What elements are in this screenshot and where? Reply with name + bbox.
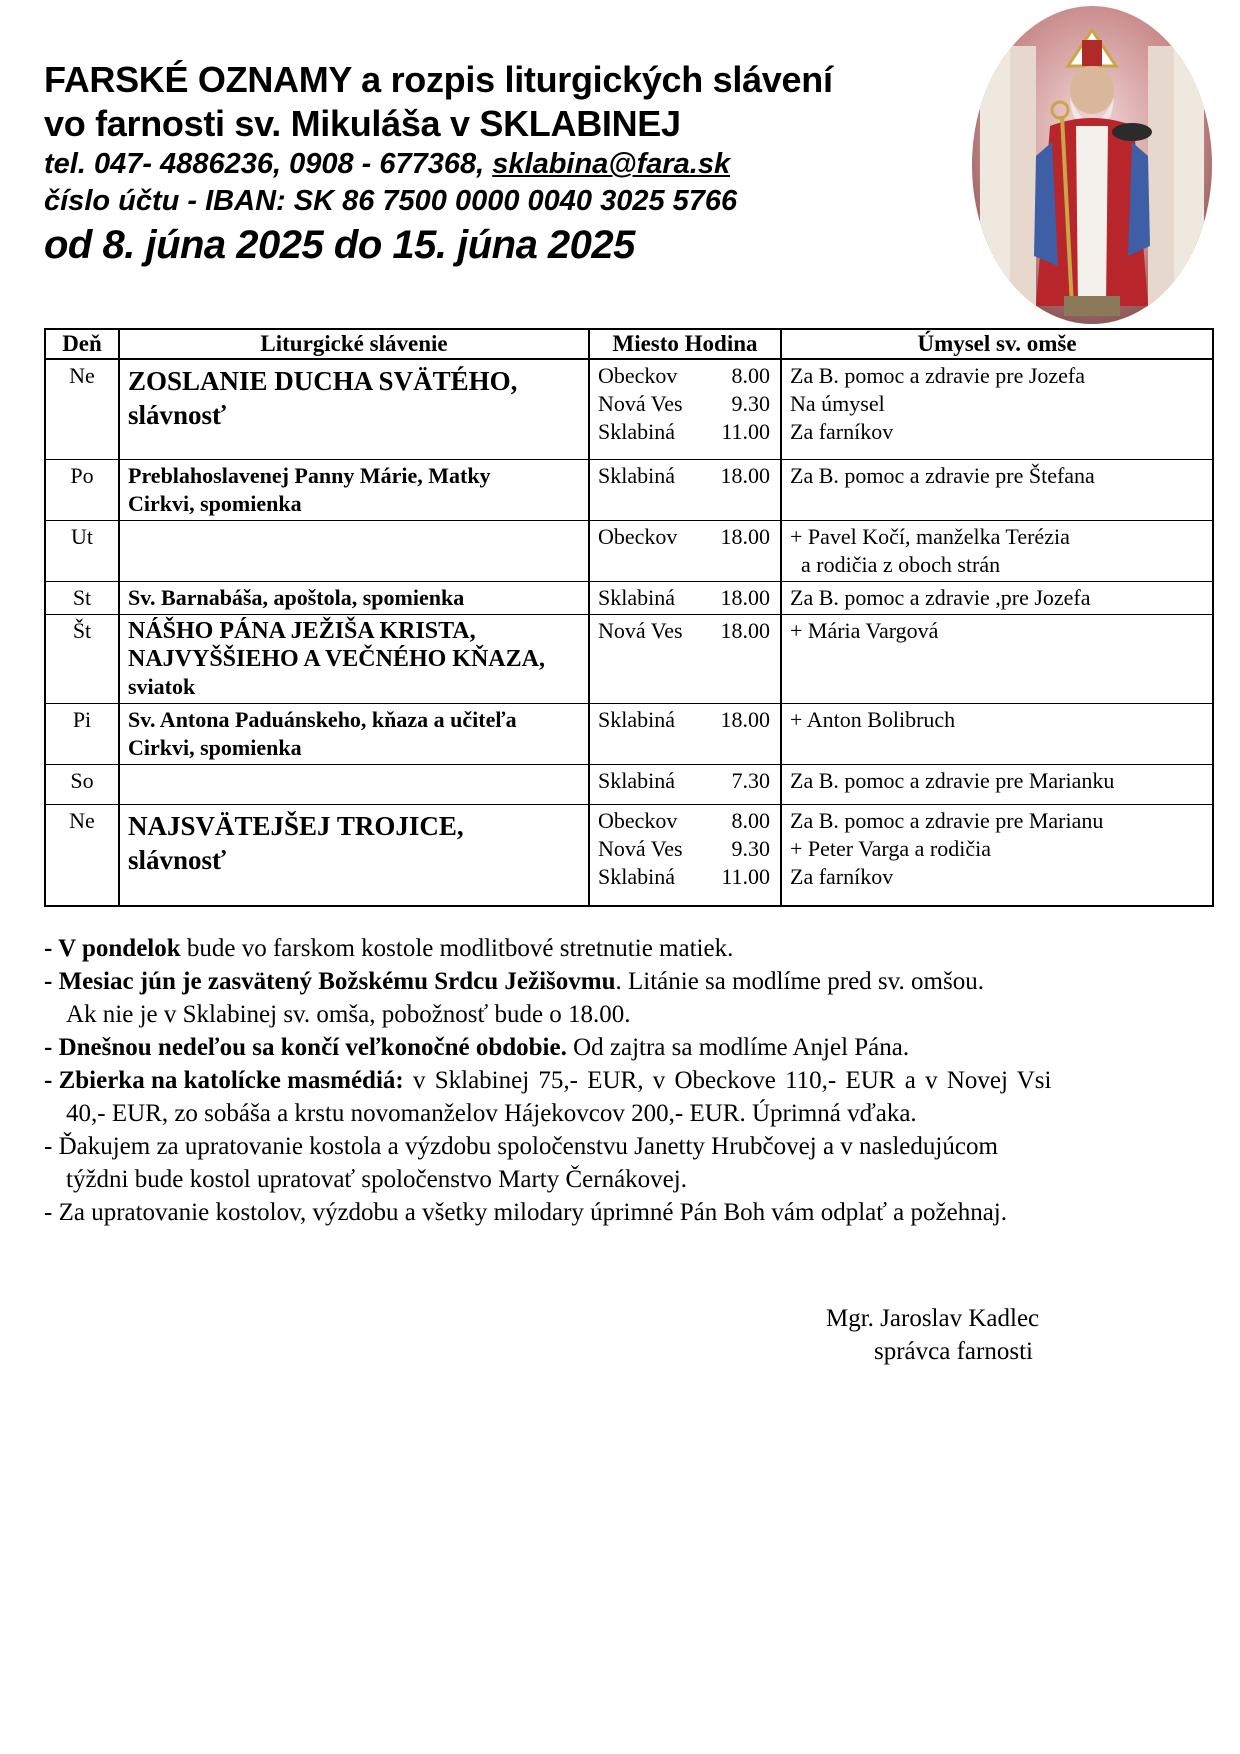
table-row <box>45 581 1213 614</box>
liturgy-line: slávnosť <box>128 844 227 875</box>
place-time-cell <box>589 804 781 906</box>
announcement-line: týždni bude kostol upratovať spoločenstvo Marty Černákovej. <box>66 1166 687 1193</box>
col-header-liturgy: Liturgické slávenie <box>119 329 589 359</box>
date-range: od 8. júna 2025 do 15. júna 2025 <box>44 223 635 267</box>
table-row <box>45 804 1213 906</box>
intention-line: Za farníkov <box>790 863 894 889</box>
col-header-intention: Úmysel sv. omše <box>781 329 1213 359</box>
announcement-line: - V pondelok bude vo farskom kostole modlitbové stretnutie matiek. <box>44 935 734 962</box>
announcement-header <box>44 58 964 270</box>
place-time-cell <box>589 703 781 764</box>
place-time-line <box>598 706 772 734</box>
liturgy-line: Cirkvi, spomienka <box>128 734 302 760</box>
time: 18.00 <box>720 617 770 643</box>
intention-line: Za B. pomoc a zdravie pre Marianu <box>790 807 1104 833</box>
liturgy-line: NAJSVÄTEJŠEJ TROJICE, <box>128 810 464 841</box>
intention-cell <box>781 359 1213 459</box>
place-time-line <box>598 835 772 863</box>
place: Obeckov <box>598 807 678 833</box>
liturgy-cell <box>119 614 589 703</box>
day-cell: So <box>45 764 119 804</box>
announcement-line: - Zbierka na katolícke masmédiá: v Sklabinej 75,- EUR, v Obeckove 110,- EUR a v Novej Vsi <box>44 1067 1052 1094</box>
liturgy-line: slávnosť <box>128 400 227 430</box>
announcement-line: - Ďakujem za upratovanie kostola a výzdobu spoločenstvu Janetty Hrubčovej a v nasledujúcom <box>44 1133 998 1160</box>
page-title-line1: FARSKÉ OZNAMY a rozpis liturgických slávení <box>44 59 833 100</box>
time: 8.00 <box>731 363 770 388</box>
place-time-line <box>598 807 772 835</box>
saint-nicholas-portrait <box>972 6 1212 324</box>
liturgy-line: Preblahoslavenej Panny Márie, Matky <box>128 462 491 488</box>
announcement-line: Ak nie je v Sklabinej sv. omša, pobožnosť bude o 18.00. <box>66 1001 631 1028</box>
intention-cell <box>781 614 1213 703</box>
liturgy-line: Sv. Antona Paduánskeho, kňaza a učiteľa <box>128 706 517 732</box>
table-row <box>45 359 1213 459</box>
col-header-place-time: Miesto Hodina <box>589 329 781 359</box>
schedule-table <box>44 328 1214 907</box>
time: 11.00 <box>721 863 770 889</box>
intention-line: + Anton Bolibruch <box>790 706 956 732</box>
time: 18.00 <box>720 584 770 610</box>
place: Sklabiná <box>598 419 675 444</box>
table-row <box>45 703 1213 764</box>
intention-cell <box>781 581 1213 614</box>
place-time-line <box>598 584 772 612</box>
intention-line: Za B. pomoc a zdravie pre Štefana <box>790 462 1095 488</box>
table-row <box>45 764 1213 804</box>
day-cell: St <box>45 581 119 614</box>
place: Sklabiná <box>598 767 675 793</box>
table-header-row <box>45 329 1213 359</box>
page-title-line2: vo farnosti sv. Mikuláša v SKLABINEJ <box>44 103 681 144</box>
intention-line: Za B. pomoc a zdravie pre Jozefa <box>790 363 1086 388</box>
intention-line: a rodičia z oboch strán <box>790 551 1001 577</box>
place: Nová Ves <box>598 617 683 643</box>
contact-line <box>44 146 964 183</box>
liturgy-cell <box>119 459 589 520</box>
intention-line: + Pavel Kočí, manželka Terézia <box>790 523 1070 549</box>
liturgy-line: Sv. Barnabáša, apoštola, spomienka <box>128 584 465 610</box>
liturgy-line: NÁŠHO PÁNA JEŽIŠA KRISTA, <box>128 617 476 644</box>
place-time-cell <box>589 459 781 520</box>
place: Sklabiná <box>598 863 675 889</box>
signature-role: správca farnosti <box>874 1338 1033 1365</box>
place: Sklabiná <box>598 584 675 610</box>
place-time-cell <box>589 359 781 459</box>
intention-line: Za farníkov <box>790 419 894 444</box>
table-row <box>45 520 1213 581</box>
liturgy-line: ZOSLANIE DUCHA SVÄTÉHO, <box>128 366 518 396</box>
place-time-line <box>598 617 772 645</box>
intention-line: + Peter Varga a rodičia <box>790 835 991 861</box>
place-time-line <box>598 462 772 490</box>
intention-line: Na úmysel <box>790 391 885 416</box>
intention-cell <box>781 459 1213 520</box>
signature-name: Mgr. Jaroslav Kadlec <box>826 1305 1040 1332</box>
announcement-line: - Dnešnou nedeľou sa končí veľkonočné obdobie. Od zajtra sa modlíme Anjel Pána. <box>44 1034 910 1061</box>
table-row <box>45 459 1213 520</box>
intention-cell <box>781 703 1213 764</box>
place-time-cell <box>589 581 781 614</box>
place-time-line <box>598 767 772 795</box>
bank-account: číslo účtu - IBAN: SK 86 7500 0000 0040 3025 5766 <box>44 185 738 217</box>
time: 11.00 <box>721 419 770 444</box>
day-cell: Po <box>45 459 119 520</box>
announcement-line: 40,- EUR, zo sobáša a krstu novomanželov Hájekovcov 200,- EUR. Úprimná vďaka. <box>66 1100 917 1127</box>
intention-line: Za B. pomoc a zdravie ,pre Jozefa <box>790 584 1091 610</box>
intention-cell <box>781 804 1213 906</box>
place-time-cell <box>589 520 781 581</box>
day-cell: Ne <box>45 804 119 906</box>
place-time-line <box>598 863 772 891</box>
place: Obeckov <box>598 523 678 549</box>
liturgy-line: NAJVYŠŠIEHO A VEČNÉHO KŇAZA, <box>128 645 545 672</box>
intention-line: + Mária Vargová <box>790 617 939 643</box>
place-time-line <box>598 523 772 551</box>
time: 9.30 <box>731 391 770 416</box>
time: 18.00 <box>720 462 770 488</box>
place: Sklabiná <box>598 462 675 488</box>
liturgy-line: sviatok <box>128 673 196 699</box>
table-row <box>45 614 1213 703</box>
col-header-day: Deň <box>45 329 119 359</box>
place-time-line <box>598 362 772 390</box>
intention-cell <box>781 764 1213 804</box>
day-cell: Ne <box>45 359 119 459</box>
liturgy-line: Cirkvi, spomienka <box>128 490 302 516</box>
liturgy-cell <box>119 804 589 906</box>
day-cell: Pi <box>45 703 119 764</box>
phone-numbers: tel. 047- 4886236, 0908 - 677368, <box>44 148 493 180</box>
place-time-cell <box>589 614 781 703</box>
email-link[interactable]: sklabina@fara.sk <box>492 148 731 180</box>
place-time-line <box>598 390 772 418</box>
intention-line: Za B. pomoc a zdravie pre Marianku <box>790 767 1115 793</box>
liturgy-cell <box>119 359 589 459</box>
place: Sklabiná <box>598 706 675 732</box>
announcement-line: - Mesiac jún je zasvätený Božskému Srdcu Ježišovmu. Litánie sa modlíme pred sv. omšou. <box>44 968 984 995</box>
day-cell: Št <box>45 614 119 703</box>
liturgy-cell <box>119 581 589 614</box>
intention-cell <box>781 520 1213 581</box>
time: 9.30 <box>731 835 770 861</box>
liturgy-cell <box>119 764 589 804</box>
place-time-cell <box>589 764 781 804</box>
time: 18.00 <box>720 706 770 732</box>
signature-block <box>826 1302 1039 1368</box>
liturgy-cell <box>119 520 589 581</box>
place-time-line <box>598 418 772 446</box>
place: Nová Ves <box>598 835 683 861</box>
day-cell: Ut <box>45 520 119 581</box>
announcement-line: - Za upratovanie kostolov, výzdobu a všetky milodary úprimné Pán Boh vám odplať a požehnaj. <box>44 1199 1008 1226</box>
liturgy-cell <box>119 703 589 764</box>
place: Nová Ves <box>598 391 683 416</box>
time: 18.00 <box>720 523 770 549</box>
time: 7.30 <box>731 767 770 793</box>
place: Obeckov <box>598 363 678 388</box>
time: 8.00 <box>731 807 770 833</box>
announcements <box>44 932 1214 1229</box>
